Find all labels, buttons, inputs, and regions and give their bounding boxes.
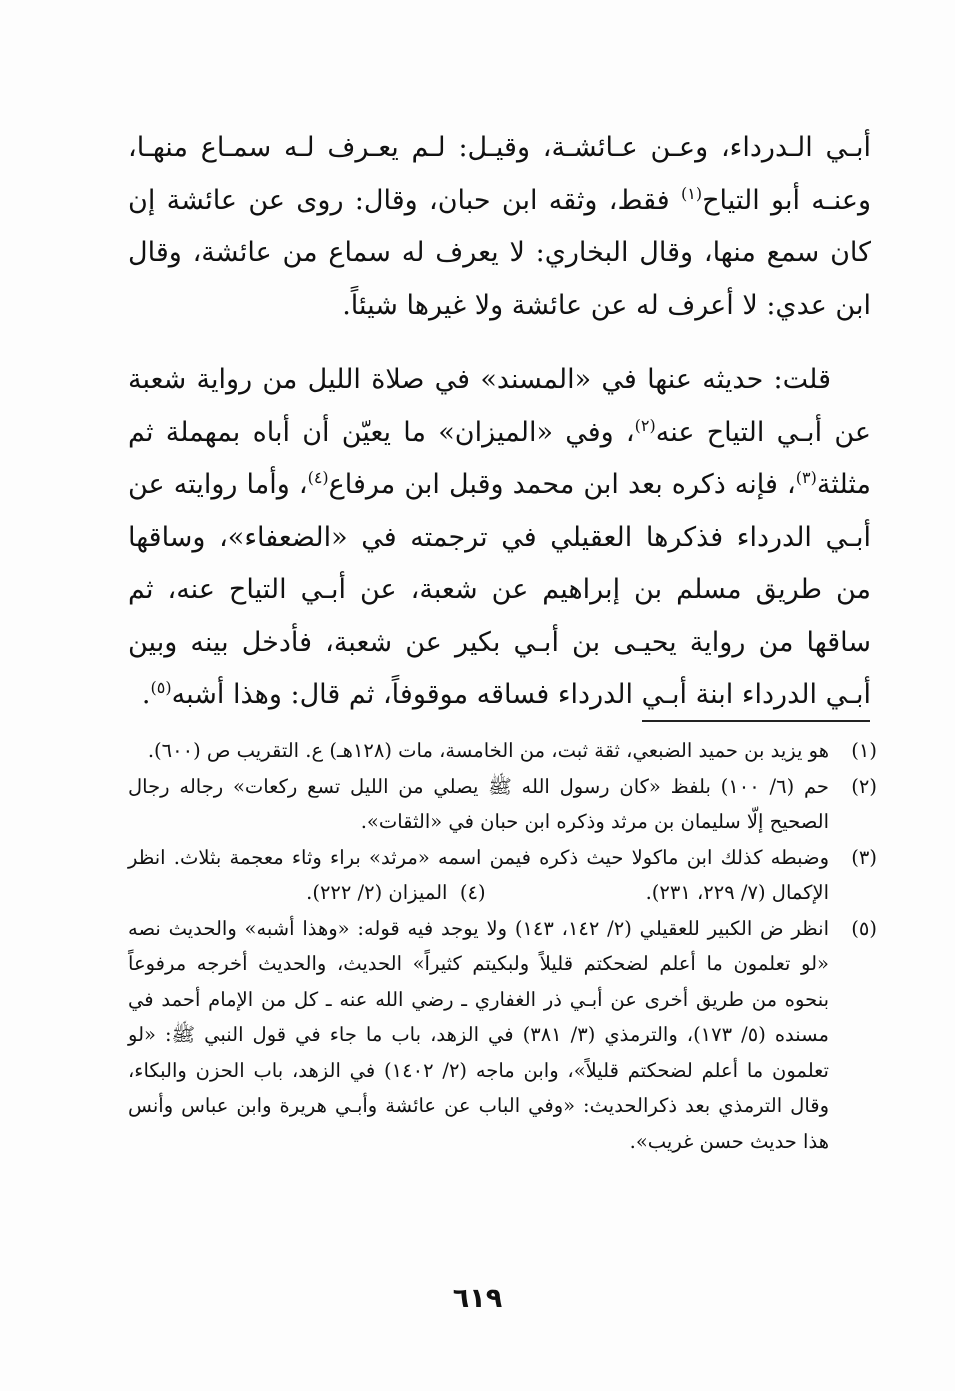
footnote-text: انظر ض الكبير للعقيلي (٢/ ١٤٢، ١٤٣) ولا يوجد فيه قوله: «وهذا أشبه» والحديث نصه «لو تعلمون ما أعلم لضحكتم قليلاً ولبكيتم كثيراً» الحديث، والحديث أخرجه مرفوعاً بنحوه من طريق أخرى عن أبـي ذر الغفاري ـ رضي الله عنه ـ كل من الإمام أحمد في مسنده (٥/ ١٧٣)، والترمذي (٣/ ٣٨١) في الزهد، باب ما جاء في قول النبي ﷺ: «لو تعلمون ما أعلم لضحكتم قليلاً»، وابن ماجه (٢/ ١٤٠٢) في الزهد، باب الحزن والبكاء، وقال الترمذي بعد ذكرالحديث: «وفي الباب عن عائشة وأبـي هريرة وابن عباس وأنس هذا حديث حسن غريب». [128,916,830,1153]
footnote-number: (٣) [851,845,877,869]
footnote-ref: (٤) [307,468,329,487]
paragraph-text: . [141,679,151,710]
paragraph-text: فقط، وثقه ابن حبان، وقال: روى عن عائشة إن كان سمع منها، وقال البخاري: لا يعرف له سماع من عائشة، وقال ابن عدي: لا أعرف له عن عائشة ولا غيرها شيئاً. [128,184,871,321]
footnote-ref: (٣) [795,468,817,487]
footnote-number: (٢) [851,774,877,798]
footnote-number: (١) [851,739,877,762]
footnote-text: حم (٦/ ١٠٠) بلفظ «كان رسول الله ﷺ يصلي من الليل تسع ركعات» رجاله رجال الصحيح إلّا سليمان بن مرثد وذكره ابن حبان في «الثقات». [128,774,829,833]
main-text [128,122,871,722]
footnote-separator [642,720,870,722]
footnote [128,840,877,911]
paragraph-text: ، وفي «الميزان» ما يعيّن أن أباه بمهملة ثم مثلثة [128,416,871,500]
paragraph-text: ، فإنه ذكره بعد ابن محمد وقبل ابن مرفاع [328,469,796,500]
footnote-number: (٥) [851,916,877,940]
footnote [128,911,877,1160]
footnote-text: وضبطه كذلك ابن ماكولا حيث ذكره فيمن اسمه «مرثد» براء وثاء معجمة بثلاث. انظر الإكمال (٧/ ٢٢٩، ٢٣١). [128,845,829,904]
footnote-number: (٤) [459,881,486,904]
footnote-ref: (١) [680,183,703,203]
paragraph-text: أبـي الـدرداء، وعـن عـائشـة، وقيـل: لـم يعـرف لـه سمـاع منهـا، وعنـه أبو التياح [128,132,871,216]
footnote-text: هو يزيد بن حميد الضبعي، ثقة ثبت، من الخامسة، مات (١٢٨هـ) ع. التقريب ص (٦٠٠). [147,739,829,762]
paragraph-text: ، وأما روايته عن أبـي الدرداء فذكرها العقيلي في ترجمته في «الضعفاء»، وساقها من طريق مسلم بن إبراهيم عن شعبة، عن أبـي التياح عنه، ثم ساقها من رواية يحيـى بن أبـي بكير عن شعبة، فأدخل بينه وبين أبـي الدرداء ابنة أبـي الدرداء فساقه موقوفاً، ثم قال: وهذا أشبه [128,469,871,710]
paragraph [128,354,871,722]
footnote-text: الميزان (٢/ ٢٢٢). [306,881,448,904]
footnote-ref: (٢) [634,415,656,435]
footnote [128,769,877,840]
footnotes [128,733,877,1159]
footnote-text-wrapper [128,840,829,911]
footnote [128,733,877,769]
footnote-ref: (٥) [150,678,172,697]
paragraph [128,122,871,332]
paragraph-text: قلت: حديثه عنها في «المسند» في صلاة الليل من رواية شعبة عن أبـي التياح عنه [128,364,871,448]
page-number: ٦١٩ [452,1283,503,1314]
